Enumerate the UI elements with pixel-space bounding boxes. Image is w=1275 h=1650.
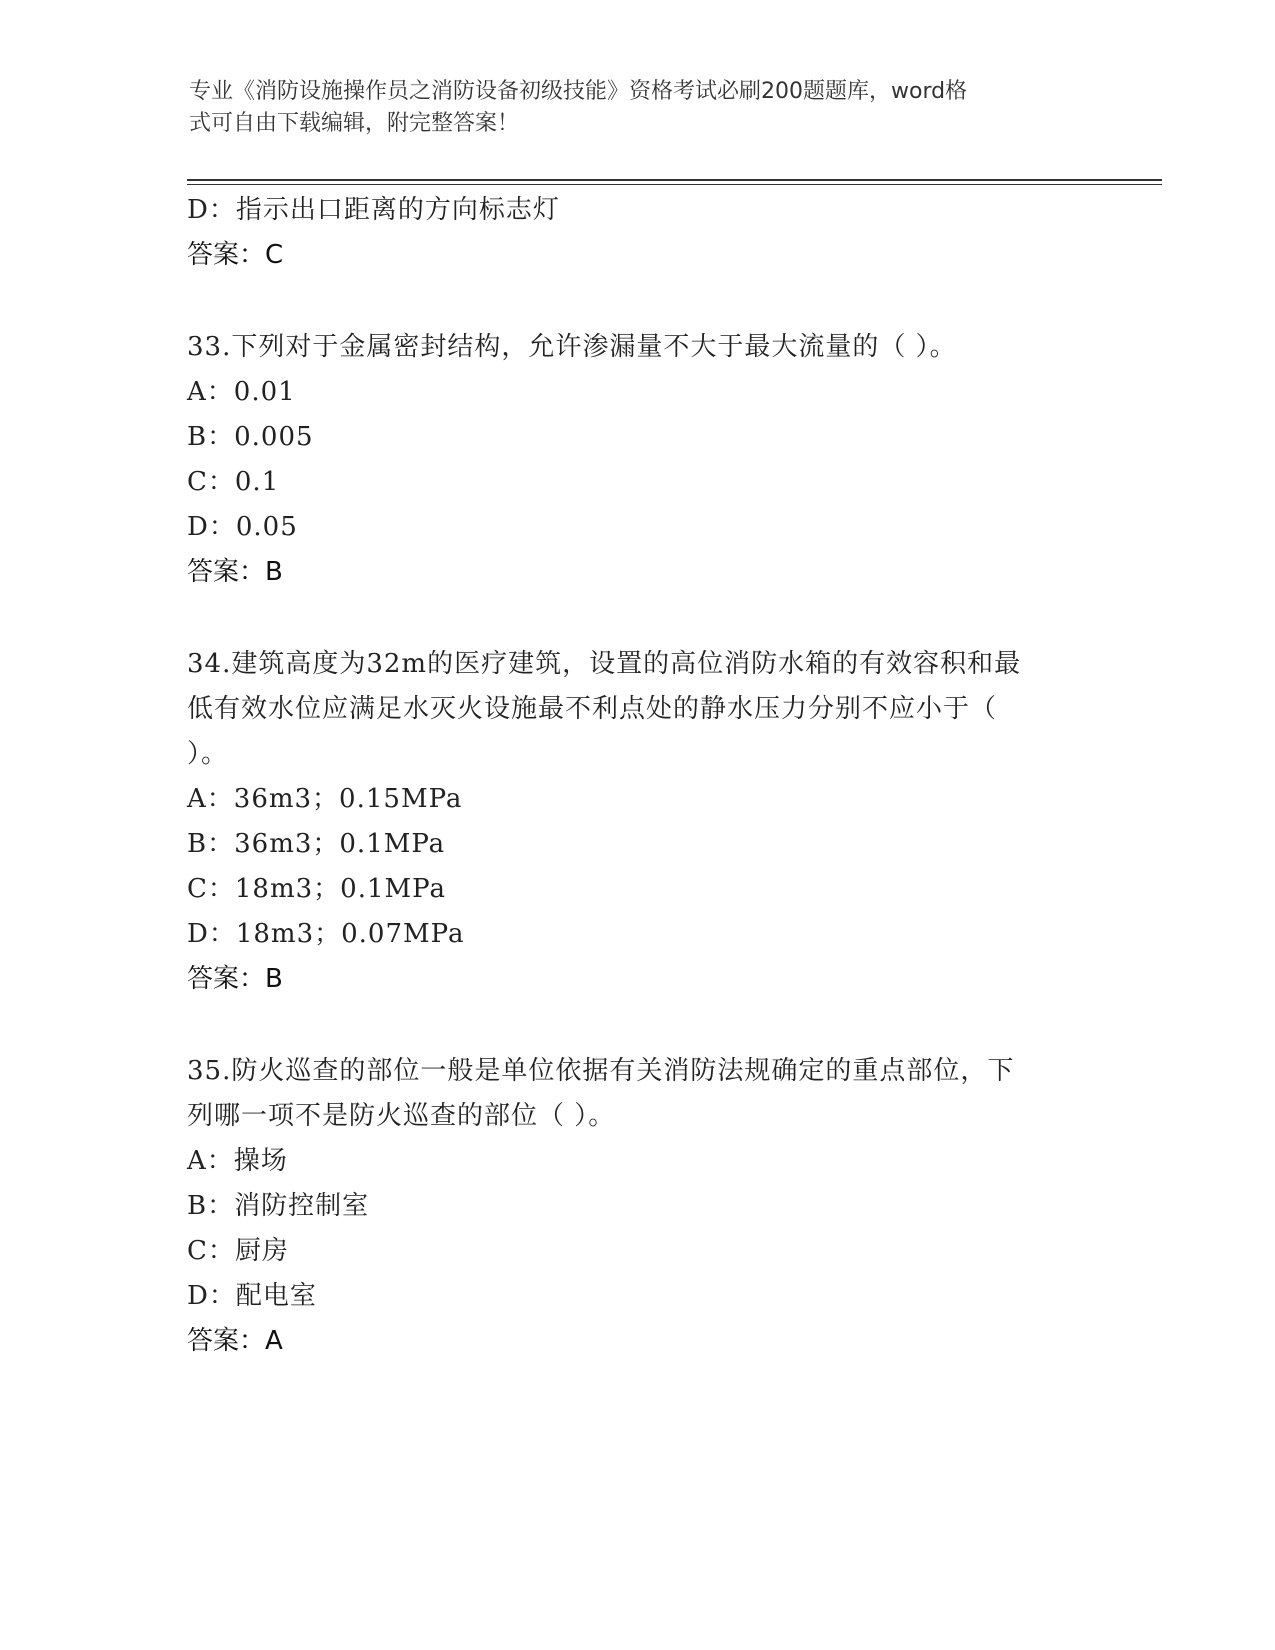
question-text-line-1: 35.防火巡查的部位一般是单位依据有关消防法规确定的重点部位，下: [187, 1056, 1015, 1086]
option-b: B：0.005: [187, 422, 314, 452]
question-text-line-1: 34.建筑高度为32m的医疗建筑，设置的高位消防水箱的有效容积和最: [187, 649, 1022, 679]
answer: 答案：B: [187, 964, 283, 994]
header-line-1: 专业《消防设施操作员之消防设备初级技能》资格考试必刷200题题库，word格: [189, 79, 968, 104]
option-c: C：0.1: [187, 467, 280, 497]
option-c: C：厨房: [187, 1236, 289, 1266]
answer: 答案：A: [187, 1326, 283, 1356]
question-text-line-2: 低有效水位应满足水灭火设施最不利点处的静水压力分别不应小于（: [187, 694, 998, 724]
header-line-2: 式可自由下载编辑，附完整答案！: [189, 111, 520, 136]
prev-answer: 答案：C: [187, 240, 284, 270]
option-d: D：配电室: [187, 1281, 317, 1311]
option-a: A：36m3；0.15MPa: [187, 784, 463, 814]
question-text: 33.下列对于金属密封结构，允许渗漏量不大于最大流量的（ ）。: [187, 332, 957, 362]
option-d: D：0.05: [187, 512, 298, 542]
question-33: [187, 325, 1087, 595]
question-35: [187, 1049, 1087, 1364]
header-divider-thick: [187, 179, 1162, 181]
prev-option-d: D：指示出口距离的方向标志灯: [187, 195, 560, 225]
question-34: [187, 642, 1087, 1002]
option-d: D：18m3；0.07MPa: [187, 919, 465, 949]
option-a: A：操场: [187, 1146, 288, 1176]
page-header: [189, 76, 1069, 140]
question-list: [187, 188, 1087, 1364]
answer: 答案：B: [187, 557, 283, 587]
option-b: B：36m3；0.1MPa: [187, 829, 446, 859]
question-text-line-3: ）。: [187, 739, 229, 769]
option-a: A：0.01: [187, 377, 296, 407]
header-divider-thin: [187, 184, 1162, 185]
option-c: C：18m3；0.1MPa: [187, 874, 446, 904]
question-text-line-2: 列哪一项不是防火巡查的部位（ ）。: [187, 1101, 616, 1131]
option-b: B：消防控制室: [187, 1191, 370, 1221]
